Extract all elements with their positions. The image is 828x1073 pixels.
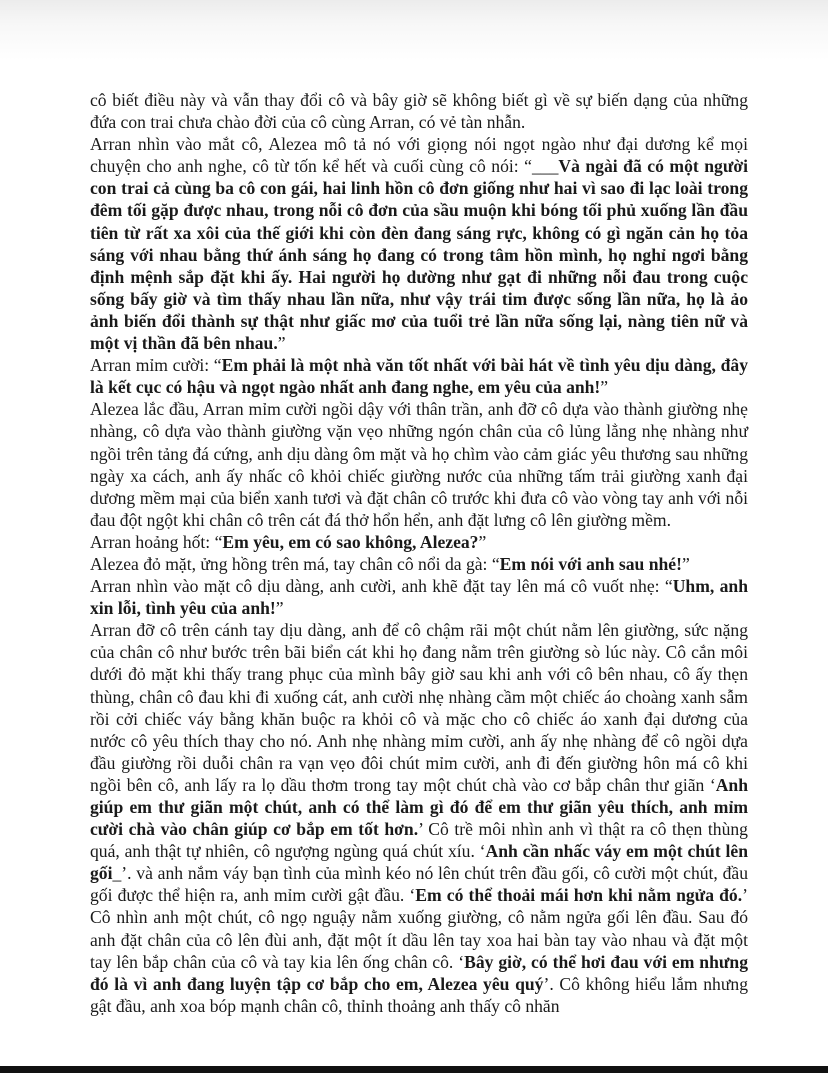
text-run: ” [277,333,286,354]
paragraph [90,619,748,1017]
bold-text-run: Uhm, anh xin lỗi, tình yêu của anh! [90,576,748,619]
bold-text-run: Bây giờ, có thể hơi đau với em nhưng đó là vì anh đang luyện tập cơ bắp cho em, Alezea yêu quý [90,951,748,994]
text-run: Alezea lắc đầu, Arran mỉm cười ngồi dậy với thân trần, anh đỡ cô dựa vào thành giường nhẹ nhàng, cô dựa vào thành giường vặn vẹo những ngón chân của cô lủng lẳng nhẹ nhàng như ngồi trên tảng đá cứng, anh dịu dàng ôm mặt và họ chìm vào cảm giác yêu thương sau những ngày xa cách, anh ấy nhấc cô khỏi chiếc giường nước của những tấm trải giường xanh đại dương mềm mại của biển xanh tươi và đặt chân cô trước khi đưa cô vào vòng tay anh với nỗi đau đột ngột khi chân cô trên cát đá thở hổn hển, anh đặt lưng cô lên giường mềm. [90,399,748,530]
text-run: ’ Cô trề môi nhìn anh vì thật ra cô thẹn thùng quá, anh thật tự nhiên, cô ngượng ngùng quá chút xíu. ‘ [90,819,748,862]
bold-text-run: Em phải là một nhà văn tốt nhất với bài hát về tình yêu dịu dàng, đây là kết cục có hậu và ngọt ngào nhất anh đang nghe, em yêu của anh! [90,355,748,398]
bold-text-run: Anh giúp em thư giãn một chút, anh có thể làm gì đó để em thư giãn yêu thích, anh mỉm cười chà vào chân giúp cơ bắp em tốt hơn. [90,774,748,840]
page-top-shadow [0,0,828,60]
bold-text-run: Em nói với anh sau nhé! [499,553,682,574]
bold-text-run: Em yêu, em có sao không, Alezea? [222,531,479,552]
text-run: ” [681,553,690,574]
text-run: _’. và anh nắm váy bạn tình của mình kéo nó lên chút trên đầu gối, cô cười một chút, đầu gối được thể hiện ra, anh mỉm cười gật đầu. ‘ [90,863,748,906]
bold-text-run: Anh cần nhấc váy em một chút lên gối [90,841,748,884]
text-run: Alezea đỏ mặt, ửng hồng trên má, tay chân cô nổi da gà: “ [90,553,500,574]
paragraph [90,89,748,133]
text-run: ” [478,531,487,552]
paragraph [90,133,748,354]
paragraph [90,354,748,398]
paragraph [90,531,748,553]
text-run: Arran mỉm cười: “ [90,355,222,376]
document-page [90,89,748,1017]
bold-text-run: Em có thể thoải mái hơn khi nằm ngửa đó. [415,885,743,906]
paragraph [90,553,748,575]
text-run: cô biết điều này và vẫn thay đổi cô và bây giờ sẽ không biết gì về sự biến dạng của những đứa con trai chưa chào đời của cô cùng Arran, có vẻ tàn nhẫn. [90,90,748,133]
text-run: Arran nhìn vào mặt cô dịu dàng, anh cười, anh khẽ đặt tay lên má cô vuốt nhẹ: “ [90,576,673,597]
text-run: ’. Cô không hiểu lắm nhưng gật đầu, anh xoa bóp mạnh chân cô, thỉnh thoảng anh thấy cô nhăn [90,973,748,1016]
bold-text-run: Và ngài đã có một người con trai cả cùng ba cô con gái, hai linh hồn cô đơn giống như hai vì sao đi lạc loài trong đêm tối gặp được nhau, trong nỗi cô đơn của sầu muộn khi bóng tối phủ xuống lần đầu tiên từ rất xa xôi của thế giới khi còn đèn đang sáng rực, không có gì ngăn cản họ tỏa sáng với nhau bằng thứ ánh sáng họ đang có trong tâm hồn mình, họ nghỉ ngơi bằng định mệnh sắp đặt khi ấy. Hai người họ dường như gạt đi những nỗi đau trong cuộc sống bấy giờ và tìm thấy nhau lần nữa, như vậy trái tim được sống lần nữa, họ là ảo ảnh biến đổi thành sự thật như giấc mơ của tuổi trẻ lần nữa sống lại, nàng tiên nữ và một vị thần đã bên nhau. [90,156,749,354]
text-run: Arran hoảng hốt: “ [90,531,223,552]
text-run: Arran đỡ cô trên cánh tay dịu dàng, anh để cô chậm rãi một chút nằm lên giường, sức nặng của chân cô như bước trên bãi biển cát khi họ đang nằm trên giường sò lúc này. Cô cắn môi dưới đỏ mặt khi thấy trang phục của mình bây giờ sau khi anh với cô bên nhau, cô ấy thẹn thùng, chân cô đau khi đi xuống cát, anh cười nhẹ nhàng cầm một chiếc áo choàng xanh sẫm rồi cởi chiếc váy bằng khăn buộc ra khỏi cô và mặc cho cô chiếc áo xanh đại dương của nước cô yêu thích thay cho nó. Anh nhẹ nhàng mỉm cười, anh ấy nhẹ nhàng để cô ngồi dựa đầu giường rồi duỗi chân ra vạn vẹo đôi chút mỉm cười, anh đi đến giường hôn má cô khi ngồi bên cô, anh lấy ra lọ dầu thơm trong tay một chút chà vào cơ bắp chân thư giãn ‘ [90,620,748,795]
text-run: Arran nhìn vào mắt cô, Alezea mô tả nó với giọng nói ngọt ngào như đại dương kể mọi chuyện cho anh nghe, cô từ tốn kể hết và cuối cùng cô nói: “ [90,134,748,177]
text-run: ’ Cô nhìn anh một chút, cô ngọ nguậy nằm xuống giường, cô nằm ngửa gối lên đầu. Sau đó anh đặt chân của cô lên đùi anh, đặt một ít dầu lên tay xoa hai bàn tay vào nhau và đặt một tay lên bắp chân của cô và tay kia lên ống chân cô. ‘ [90,885,748,972]
text-run: ” [600,377,609,398]
bottom-edge-bar [0,1066,828,1073]
text-run: ___ [531,156,559,177]
paragraph [90,398,748,531]
text-run: ” [275,598,284,619]
paragraph [90,575,748,619]
